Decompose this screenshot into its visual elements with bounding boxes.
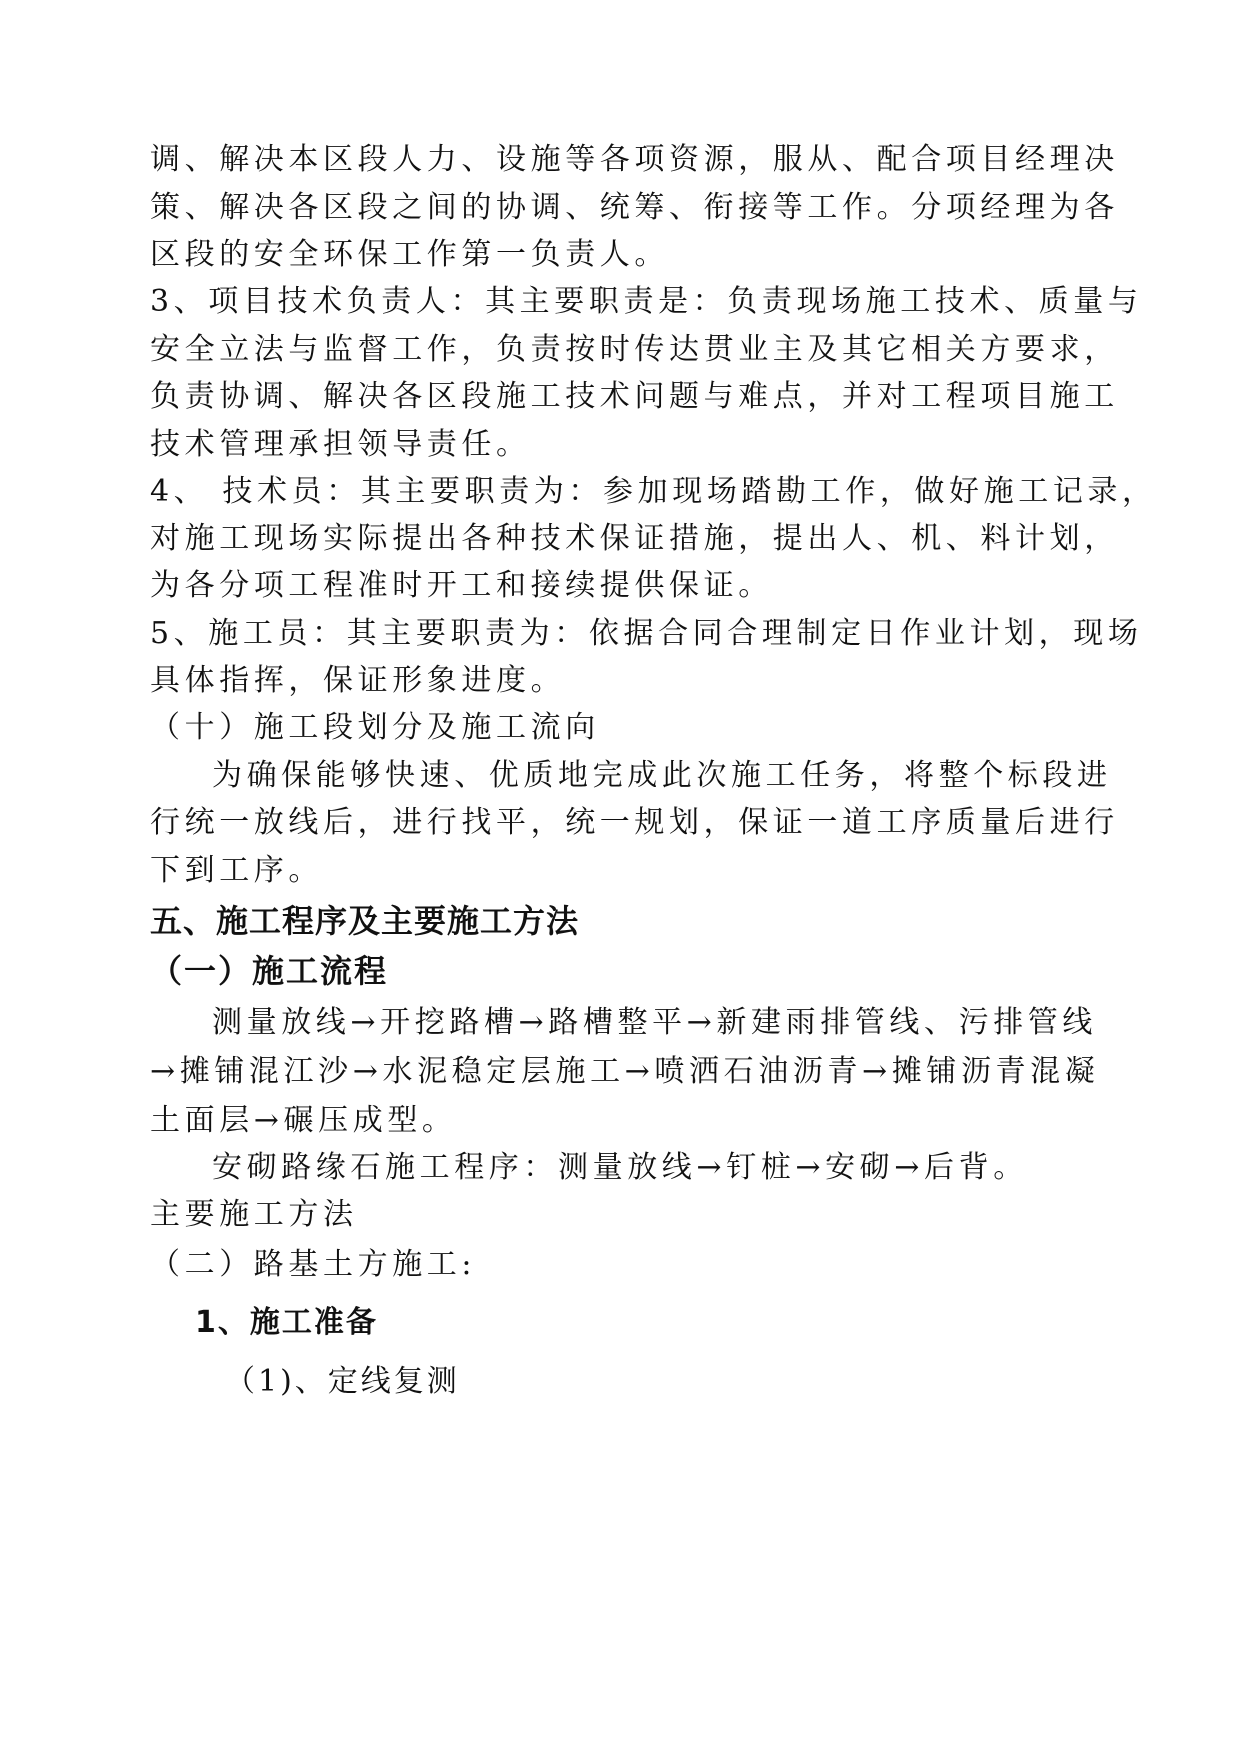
paragraph-line: 测量放线→开挖路槽→路槽整平→新建雨排管线、污排管线 <box>212 1005 1098 1040</box>
paragraph-line: 具体指挥，保证形象进度。 <box>150 663 566 698</box>
paragraph-line: 土面层→碾压成型。 <box>150 1103 457 1138</box>
paragraph-line: →摊铺混江沙→水泥稳定层施工→喷洒石油沥青→摊铺沥青混凝 <box>150 1054 1100 1089</box>
paragraph-line: 对施工现场实际提出各种技术保证措施，提出人、机、料计划， <box>150 521 1119 556</box>
paragraph-line: 区段的安全环保工作第一负责人。 <box>150 237 669 272</box>
paragraph-line: 技术管理承担领导责任。 <box>150 427 531 462</box>
paragraph-line: 5、施工员：其主要职责为：依据合同合理制定日作业计划，现场 <box>150 616 1143 651</box>
paragraph-line: （1)、定线复测 <box>225 1364 460 1399</box>
paragraph-line: 为各分项工程准时开工和接续提供保证。 <box>150 568 773 603</box>
paragraph-line: 策、解决各区段之间的协调、统筹、衔接等工作。分项经理为各 <box>150 190 1119 225</box>
paragraph-line: 安全立法与监督工作，负责按时传达贯业主及其它相关方要求， <box>150 332 1119 367</box>
paragraph-line: 主要施工方法 <box>150 1197 358 1232</box>
paragraph-line: 下到工序。 <box>150 853 323 888</box>
paragraph-line: 负责协调、解决各区段施工技术问题与难点，并对工程项目施工 <box>150 379 1119 414</box>
paragraph-line: 为确保能够快速、优质地完成此次施工任务，将整个标段进 <box>212 758 1112 793</box>
section-subheading: （一）施工流程 <box>150 952 389 990</box>
section-subheading: （二）路基土方施工: <box>150 1247 477 1282</box>
section-heading: 五、施工程序及主要施工方法 <box>150 902 580 940</box>
section-subheading: （十）施工段划分及施工流向 <box>150 710 600 745</box>
section-subheading: 1、施工准备 <box>195 1305 378 1340</box>
paragraph-line: 4、 技术员：其主要职责为：参加现场踏勘工作，做好施工记录， <box>150 474 1157 509</box>
paragraph-line: 3、项目技术负责人：其主要职责是：负责现场施工技术、质量与 <box>150 284 1143 319</box>
paragraph-line: 行统一放线后，进行找平，统一规划，保证一道工序质量后进行 <box>150 805 1119 840</box>
paragraph-line: 调、解决本区段人力、设施等各项资源，服从、配合项目经理决 <box>150 142 1119 177</box>
paragraph-line: 安砌路缘石施工程序：测量放线→钉桩→安砌→后背。 <box>212 1150 1028 1185</box>
